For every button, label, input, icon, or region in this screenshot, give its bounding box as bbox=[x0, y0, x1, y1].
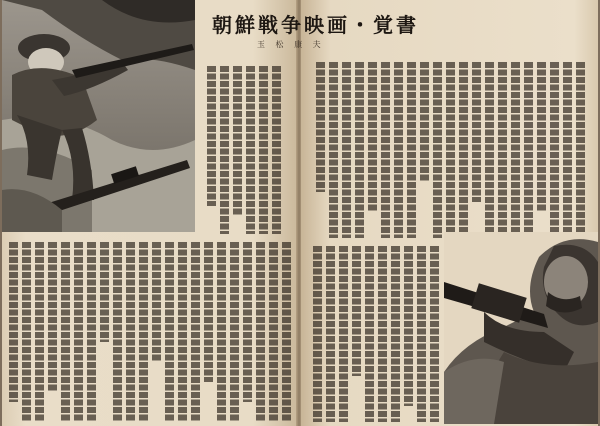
article-title: 朝鮮戦争映画・覚書 bbox=[212, 13, 419, 37]
article-byline: 玉 松 康 夫 bbox=[257, 40, 325, 49]
left-page bbox=[2, 0, 297, 426]
soldier-photo bbox=[2, 0, 195, 232]
gunner-photo bbox=[444, 232, 598, 424]
gunner-photo-image bbox=[444, 232, 598, 424]
soldier-photo-image bbox=[2, 0, 195, 232]
